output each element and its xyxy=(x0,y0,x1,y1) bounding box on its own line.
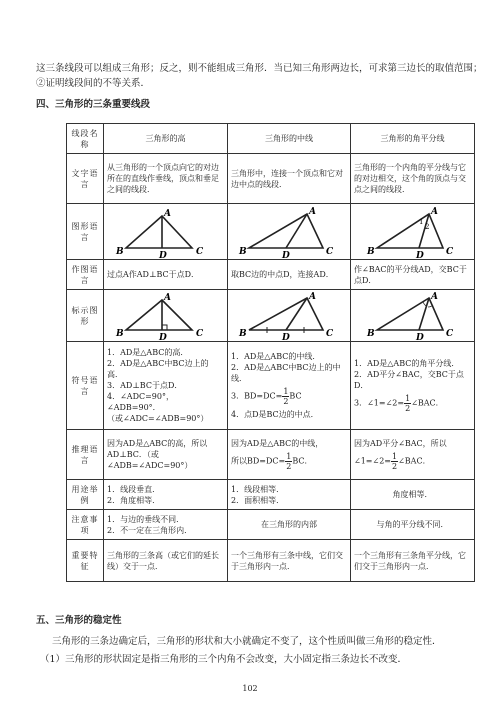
row-text xyxy=(67,154,475,204)
svg-text:D: D xyxy=(158,332,167,340)
text-altitude: 从三角形的一个顶点向它的对边所在的直线作垂线，顶点和垂足之间的线段． xyxy=(104,154,228,204)
header-median: 三角形的中线 xyxy=(228,124,351,154)
figure-median xyxy=(228,204,351,260)
row-reasoning xyxy=(67,430,475,480)
svg-text:D: D xyxy=(415,250,424,258)
svg-text:D: D xyxy=(282,332,290,340)
row-label-text: 文字语言 xyxy=(67,154,104,204)
header-row xyxy=(67,124,475,154)
usage-bisector: 角度相等． xyxy=(351,480,475,510)
reasoning-altitude: 因为AD是△ABC的高，所以AD⊥BC．（或∠ADB=∠ADC=90°） xyxy=(104,430,228,480)
svg-text:C: C xyxy=(195,328,203,339)
row-label-features: 重要特征 xyxy=(67,540,104,582)
symbol-bisector-line: 2．AD平分∠BAC，交BC于点D． xyxy=(354,370,464,390)
svg-text:2: 2 xyxy=(424,222,429,231)
marked-bisector xyxy=(351,290,475,342)
row-symbol xyxy=(67,342,475,430)
text-median: 三角形中，连接一个顶点和它对边中点的线段． xyxy=(228,154,351,204)
row-drawing xyxy=(67,260,475,290)
bisector-figure xyxy=(353,206,473,258)
symbol-median-fraction-line: 3．BD=DC= $\frac{1}{2}$ BC xyxy=(231,387,302,406)
symbol-median-line: 2．AD是△ABC中BC边上的中线． xyxy=(231,363,341,383)
page-number: 102 xyxy=(242,684,258,693)
symbol-bisector xyxy=(351,342,475,430)
symbol-altitude xyxy=(104,342,228,430)
section-4-heading: 四、三角形的三条重要线段 xyxy=(36,99,151,110)
svg-text:B: B xyxy=(115,328,124,339)
notes-median: 在三角形的内部 xyxy=(228,510,351,540)
svg-text:C: C xyxy=(326,246,334,257)
drawing-median: 取BC边的中点D，连接AD． xyxy=(228,260,351,290)
row-marked xyxy=(67,290,475,342)
row-label-symbol: 符号语言 xyxy=(67,342,104,430)
svg-text:1: 1 xyxy=(418,217,423,226)
header-altitude: 三角形的高 xyxy=(104,124,228,154)
symbol-median xyxy=(228,342,351,430)
svg-text:D: D xyxy=(415,332,424,340)
svg-text:D: D xyxy=(158,250,167,258)
svg-text:B: B xyxy=(239,246,247,257)
intro-line-1: 这三条线段可以组成三角形；反之，则不能组成三角形．当已知三角形两边长，可求第三边长的取值范围； xyxy=(36,63,483,74)
features-bisector: 一个三角形有三条角平分线，它们交于三角形内一点． xyxy=(351,540,475,582)
row-label-marked: 标示图形 xyxy=(67,290,104,342)
symbol-altitude-line: 4．∠ADC=90°，∠ADB=90°． xyxy=(107,392,174,412)
section-5-paragraph-1: 三角形的三条边确定后，三角形的形状和大小就确定不变了，这个性质叫做三角形的稳定性． xyxy=(52,636,442,647)
marked-bisector-figure xyxy=(353,292,473,340)
svg-text:B: B xyxy=(115,246,124,257)
section-5-heading: 五、三角形的稳定性 xyxy=(36,615,122,626)
svg-text:C: C xyxy=(326,328,334,339)
reasoning-median: 因为AD是△ABC的中线， 所以BD=DC= $\frac{1}{2}$ BC． xyxy=(228,430,351,480)
svg-text:C: C xyxy=(445,246,453,257)
figure-altitude xyxy=(104,204,228,260)
row-usage xyxy=(67,480,475,510)
figure-bisector xyxy=(351,204,475,260)
header-bisector: 三角形的角平分线 xyxy=(351,124,475,154)
svg-text:C: C xyxy=(445,328,453,339)
row-label-usage: 用途举例 xyxy=(67,480,104,510)
marked-median xyxy=(228,290,351,342)
notes-bisector: 与角的平分线不同． xyxy=(351,510,475,540)
row-label-drawing: 作图语言 xyxy=(67,260,104,290)
symbol-altitude-line: 1．AD是△ABC的高． xyxy=(107,348,189,357)
svg-text:A: A xyxy=(163,292,171,303)
segments-table xyxy=(66,123,475,582)
svg-text:B: B xyxy=(366,246,375,257)
corner-cell: 线段名称 xyxy=(67,124,104,154)
usage-altitude: 1．线段垂直． 2．角度相等． xyxy=(104,480,228,510)
symbol-altitude-line: （或∠ADC=∠ADB=90°） xyxy=(107,414,209,423)
symbol-median-line: 4．点D是BC边的中点． xyxy=(231,410,319,419)
symbol-altitude-line: 2．AD是△ABC中BC边上的高． xyxy=(107,359,209,379)
svg-text:A: A xyxy=(309,291,316,302)
row-figure xyxy=(67,204,475,260)
svg-text:A: A xyxy=(430,291,438,302)
symbol-bisector-line: 1．AD是△ABC的角平分线． xyxy=(354,359,460,368)
svg-text:B: B xyxy=(366,328,375,339)
altitude-figure xyxy=(106,206,226,258)
section-5-paragraph-2: （1）三角形的形状固定是指三角形的三个内角不会改变，大小固定指三条边长不改变． xyxy=(40,654,408,665)
row-label-reasoning: 推理语言 xyxy=(67,430,104,480)
row-label-figure: 图形语言 xyxy=(67,204,104,260)
svg-text:D: D xyxy=(282,250,290,258)
text-bisector: 三角形的一个内角的平分线与它的对边相交，这个角的顶点与交点之间的线段． xyxy=(351,154,475,204)
notes-altitude: 1．与边的垂线不同． 2．不一定在三角形内． xyxy=(104,510,228,540)
reasoning-bisector: 因为AD平分∠BAC，所以 ∠1=∠2= $\frac{1}{2}$ ∠BAC． xyxy=(351,430,475,480)
svg-text:A: A xyxy=(430,206,438,217)
row-label-notes: 注意事项 xyxy=(67,510,104,540)
intro-line-2: ②证明线段间的不等关系． xyxy=(36,78,151,89)
marked-altitude xyxy=(104,290,228,342)
svg-text:A: A xyxy=(309,206,316,217)
row-features xyxy=(67,540,475,582)
marked-altitude-figure xyxy=(106,292,226,340)
usage-median: 1．线段相等． 2．面积相等． xyxy=(228,480,351,510)
symbol-bisector-fraction-line: 3．∠1=∠2= $\frac{1}{2}$ ∠BAC． xyxy=(354,394,444,413)
svg-text:A: A xyxy=(163,208,171,219)
drawing-bisector: 作∠BAC的平分线AD，交BC于点D． xyxy=(351,260,475,290)
drawing-altitude: 过点A作AD⊥BC于点D． xyxy=(104,260,228,290)
median-figure xyxy=(229,206,349,258)
symbol-altitude-line: 3．AD⊥BC于点D． xyxy=(107,381,183,390)
svg-text:C: C xyxy=(195,246,203,257)
features-median: 一个三角形有三条中线，它们交于三角形内一点． xyxy=(228,540,351,582)
marked-median-figure xyxy=(229,292,349,340)
features-altitude: 三角形的三条高（或它们的延长线）交于一点． xyxy=(104,540,228,582)
row-notes xyxy=(67,510,475,540)
symbol-median-line: 1．AD是△ABC的中线． xyxy=(231,352,321,361)
svg-text:B: B xyxy=(239,328,247,339)
